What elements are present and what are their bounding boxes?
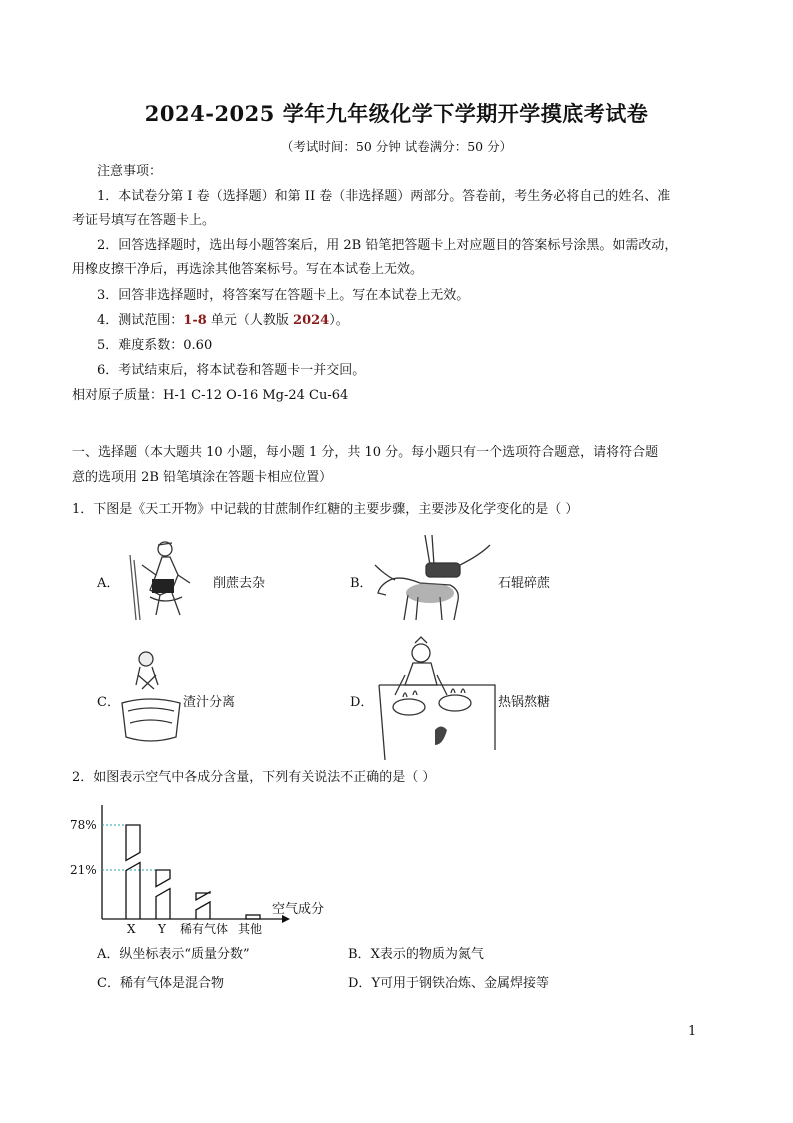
atomic-masses: 相对原子质量：H-1 C-12 O-16 Mg-24 Cu-64 — [72, 388, 349, 403]
ytick-78: 78% — [70, 818, 97, 832]
bar-y-lower — [156, 889, 170, 919]
q1-option-a-caption: 削蔗去杂 — [213, 576, 266, 591]
q2-option-c-text: 稀有气体是混合物 — [119, 976, 224, 991]
q2-option-d — [348, 976, 549, 992]
bar-x-upper — [126, 825, 140, 860]
q1-option-a-illustration — [120, 535, 210, 623]
q1-option-d-caption: 热锅熬糖 — [498, 695, 551, 710]
note-2-line-1: 2．回答选择题时，选出每小题答案后，用 2B 铅笔把答题卡上对应题目的答案标号涂黑。如需改动， — [97, 238, 678, 253]
xtick-other: 其他 — [238, 922, 263, 936]
bar-other — [246, 915, 260, 919]
q1-option-d-illustration — [375, 635, 497, 760]
section1-line-2: 意的选项用 2B 铅笔填涂在答题卡相应位置） — [72, 470, 333, 485]
air-composition-chart — [70, 805, 332, 942]
xtick-x: X — [127, 922, 136, 936]
q2-option-b — [348, 947, 484, 963]
q2-option-a-letter: A． — [97, 947, 120, 962]
x-axis-label: 空气成分 — [272, 902, 325, 917]
q2-stem: 2．如图表示空气中各成分含量，下列有关说法不正确的是（ ） — [72, 770, 436, 785]
note-1-line-1: 1．本试卷分第 I 卷（选择题）和第 II 卷（非选择题）两部分。答卷前，考生务必将自己的姓名、准 — [97, 189, 671, 204]
q1-option-a-letter: A． — [97, 576, 120, 591]
q2-option-c-letter: C． — [97, 976, 120, 991]
bar-x-lower — [126, 862, 140, 919]
q1-option-b-illustration — [370, 535, 495, 627]
note-4-range: 1-8 — [183, 313, 207, 328]
note-2-line-2: 用橡皮擦干净后，再选涂其他答案标号。写在本试卷上无效。 — [72, 262, 424, 277]
q1-option-c-caption: 渣汁分离 — [183, 695, 236, 710]
note-4-suffix: ）。 — [329, 313, 349, 328]
q1-option-b-caption: 石辊碎蔗 — [498, 576, 551, 591]
page-number: 1 — [688, 1024, 697, 1039]
q2-option-c — [97, 976, 224, 992]
note-6: 6．考试结束后，将本试卷和答题卡一并交回。 — [97, 363, 366, 378]
note-4-mid: 单元（人教版 — [206, 313, 294, 328]
q1-option-b-letter: B． — [350, 576, 373, 591]
bar-y-upper — [156, 870, 170, 887]
ytick-21: 21% — [70, 863, 97, 877]
xtick-y: Y — [158, 922, 166, 936]
note-4 — [97, 313, 349, 329]
q2-option-a-text: 纵坐标表示“质量分数” — [119, 947, 250, 962]
note-4-prefix: 4．测试范围： — [97, 313, 184, 328]
q1-option-c-letter: C． — [97, 695, 120, 710]
q2-option-a — [97, 947, 250, 963]
q2-option-b-text: X表示的物质为氮气 — [370, 947, 484, 962]
q2-option-b-letter: B． — [348, 947, 371, 962]
xtick-rare-gas: 稀有气体 — [180, 922, 229, 936]
exam-title: 2024-2025 学年九年级化学下学期开学摸底考试卷 — [144, 101, 649, 126]
note-1-line-2: 考证号填写在答题卡上。 — [72, 213, 216, 228]
note-4-year: 2024 — [293, 313, 330, 328]
q2-option-d-letter: D． — [348, 976, 372, 991]
q1-option-d-letter: D． — [350, 695, 374, 710]
q1-option-c-illustration — [118, 645, 183, 745]
q1-stem: 1．下图是《天工开物》中记载的甘蔗制作红糖的主要步骤，主要涉及化学变化的是（ ） — [72, 502, 579, 517]
note-5: 5．难度系数：0.60 — [97, 338, 213, 353]
bar-rare-gas-upper — [196, 892, 210, 900]
bar-rare-gas-lower — [196, 902, 210, 919]
q2-option-d-text: Y可用于钢铁冶炼、金属焊接等 — [371, 976, 550, 991]
exam-subtitle: （考试时间：50 分钟 试卷满分：50 分） — [280, 139, 513, 154]
note-3: 3．回答非选择题时，将答案写在答题卡上。写在本试卷上无效。 — [97, 288, 470, 303]
section1-line-1: 一、选择题（本大题共 10 小题，每小题 1 分，共 10 分。每小题只有一个选项符合题意，请将符合题 — [72, 445, 659, 460]
notes-heading: 注意事项： — [97, 164, 163, 179]
